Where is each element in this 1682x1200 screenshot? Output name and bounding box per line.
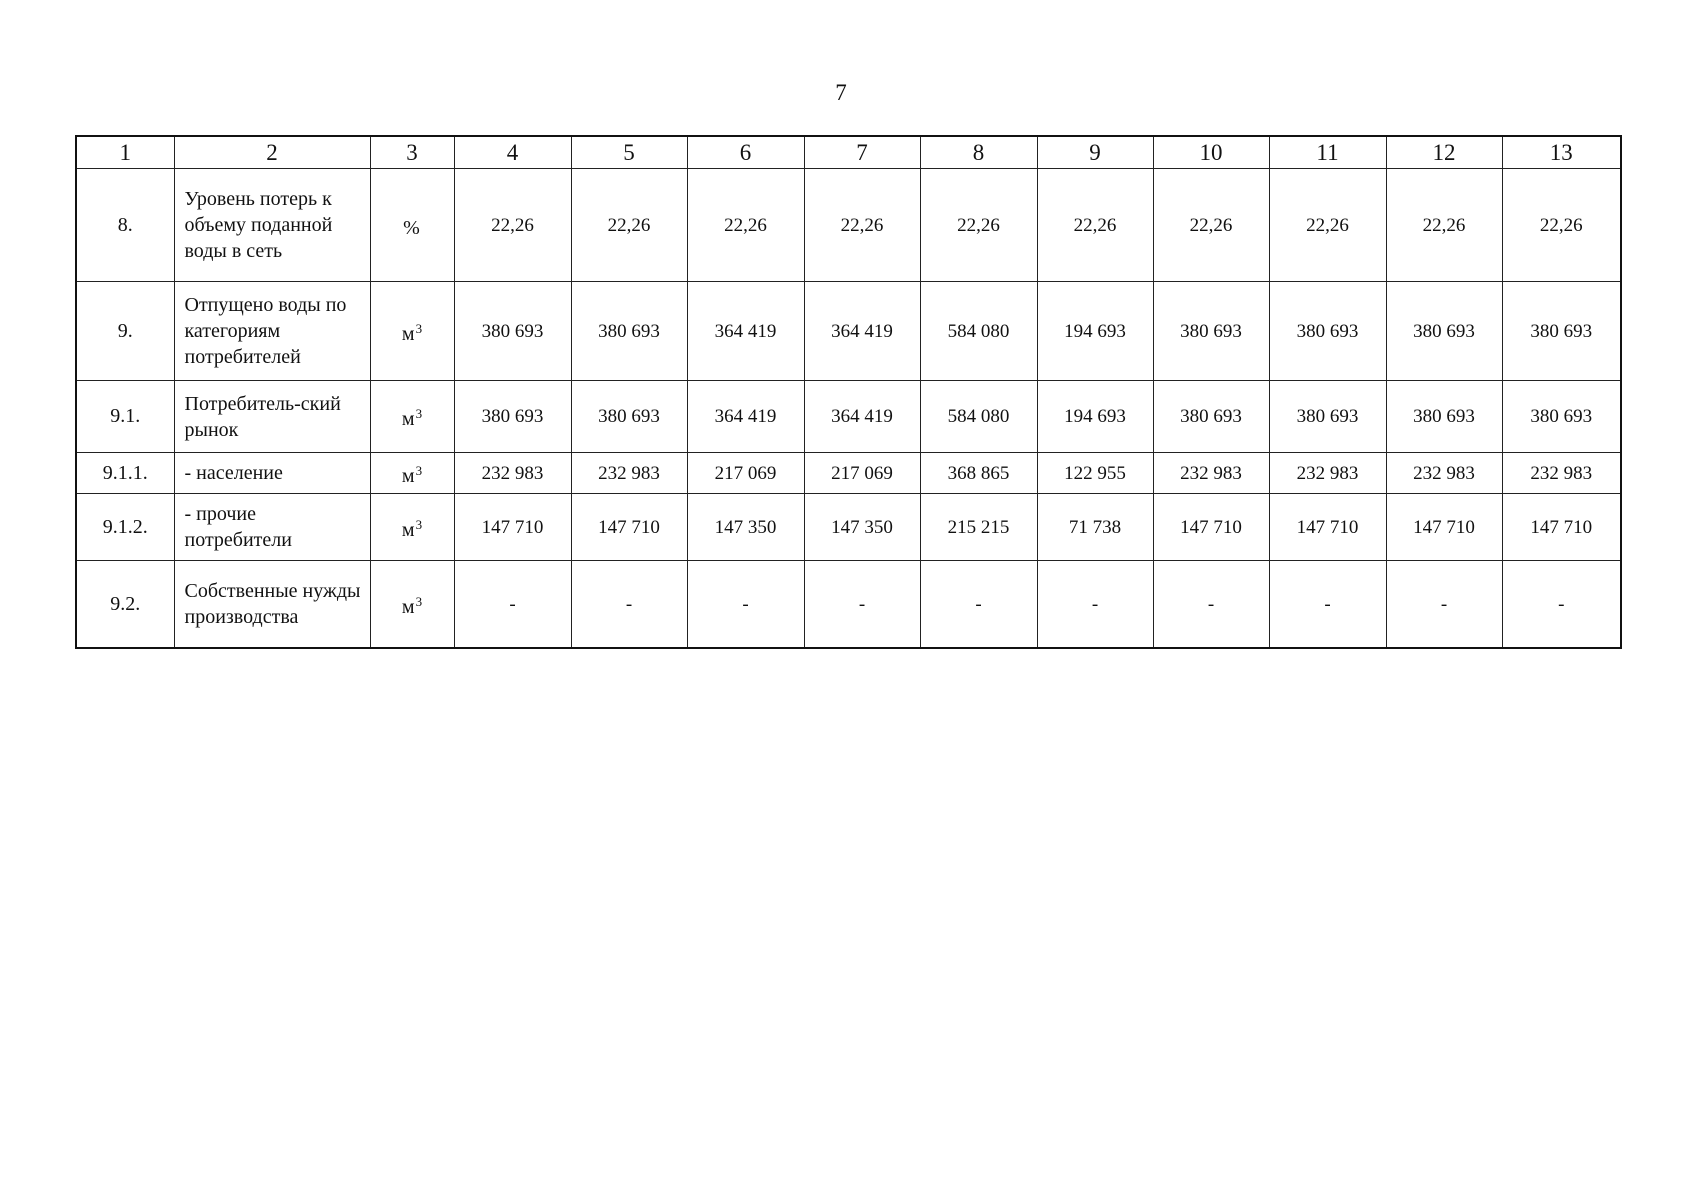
value-cell: 380 693 <box>1386 381 1502 453</box>
row-unit <box>370 561 454 649</box>
header-cell: 8 <box>920 136 1037 169</box>
value-cell: 22,26 <box>1153 169 1269 282</box>
value-cell: - <box>454 561 571 649</box>
unit-superscript: 3 <box>415 406 423 421</box>
header-cell: 10 <box>1153 136 1269 169</box>
row-name: - прочие потребители <box>174 494 370 561</box>
header-cell: 4 <box>454 136 571 169</box>
header-cell: 7 <box>804 136 920 169</box>
value-cell: 217 069 <box>804 453 920 494</box>
value-cell: 22,26 <box>920 169 1037 282</box>
value-cell: 147 710 <box>1153 494 1269 561</box>
row-number: 9.2. <box>76 561 174 649</box>
value-cell: 232 983 <box>571 453 687 494</box>
value-cell: 380 693 <box>1153 282 1269 381</box>
header-cell: 13 <box>1502 136 1621 169</box>
table-row <box>76 381 1621 453</box>
value-cell: 22,26 <box>1269 169 1386 282</box>
value-cell: 147 350 <box>687 494 804 561</box>
value-cell: 217 069 <box>687 453 804 494</box>
unit-text: м <box>401 595 415 618</box>
value-cell: 364 419 <box>687 381 804 453</box>
value-cell: - <box>1037 561 1153 649</box>
value-cell: 22,26 <box>454 169 571 282</box>
table-row <box>76 561 1621 649</box>
value-cell: - <box>687 561 804 649</box>
row-number: 9.1.2. <box>76 494 174 561</box>
value-cell: 364 419 <box>804 282 920 381</box>
value-cell: - <box>804 561 920 649</box>
value-cell: 232 983 <box>1269 453 1386 494</box>
header-cell: 6 <box>687 136 804 169</box>
unit-superscript: 3 <box>415 516 423 532</box>
value-cell: 364 419 <box>687 282 804 381</box>
row-name: Потребитель-ский рынок <box>174 381 370 453</box>
unit-text: м <box>401 464 415 487</box>
value-cell: 147 710 <box>1386 494 1502 561</box>
value-cell: 380 693 <box>454 282 571 381</box>
value-cell: - <box>920 561 1037 649</box>
row-unit <box>370 453 454 494</box>
header-cell: 3 <box>370 136 454 169</box>
header-cell: 12 <box>1386 136 1502 169</box>
value-cell: 147 710 <box>1502 494 1621 561</box>
unit-text: м <box>401 518 415 541</box>
value-cell: 147 710 <box>1269 494 1386 561</box>
value-cell: 380 693 <box>1153 381 1269 453</box>
value-cell: 232 983 <box>1153 453 1269 494</box>
row-name: Отпущено воды по категориям потребителей <box>174 282 370 381</box>
value-cell: 122 955 <box>1037 453 1153 494</box>
value-cell: 22,26 <box>1502 169 1621 282</box>
header-cell: 5 <box>571 136 687 169</box>
value-cell: 380 693 <box>1269 282 1386 381</box>
header-cell: 9 <box>1037 136 1153 169</box>
header-cell: 2 <box>174 136 370 169</box>
value-cell: 22,26 <box>804 169 920 282</box>
row-number: 9. <box>76 282 174 381</box>
row-name: Уровень потерь к объему поданной воды в сеть <box>174 169 370 282</box>
value-cell: 22,26 <box>1037 169 1153 282</box>
value-cell: 147 710 <box>454 494 571 561</box>
value-cell: 194 693 <box>1037 282 1153 381</box>
value-cell: - <box>1502 561 1621 649</box>
header-cell: 1 <box>76 136 174 169</box>
table-row <box>76 494 1621 561</box>
value-cell: 380 693 <box>571 381 687 453</box>
unit-superscript: 3 <box>415 462 423 478</box>
row-name: - население <box>174 453 370 494</box>
value-cell: 380 693 <box>571 282 687 381</box>
value-cell: 380 693 <box>1502 282 1621 381</box>
unit-text: % <box>403 216 420 239</box>
value-cell: - <box>571 561 687 649</box>
value-cell: 380 693 <box>1269 381 1386 453</box>
row-number: 9.1.1. <box>76 453 174 494</box>
value-cell: 584 080 <box>920 282 1037 381</box>
data-table <box>75 135 1622 649</box>
value-cell: 194 693 <box>1037 381 1153 453</box>
row-number: 8. <box>76 169 174 282</box>
value-cell: 380 693 <box>454 381 571 453</box>
value-cell: 147 350 <box>804 494 920 561</box>
table-row <box>76 453 1621 494</box>
value-cell: 215 215 <box>920 494 1037 561</box>
value-cell: 584 080 <box>920 381 1037 453</box>
row-unit <box>370 169 454 282</box>
unit-text: м <box>401 408 415 430</box>
value-cell: - <box>1153 561 1269 649</box>
value-cell: 368 865 <box>920 453 1037 494</box>
value-cell: 22,26 <box>687 169 804 282</box>
value-cell: 364 419 <box>804 381 920 453</box>
row-unit <box>370 282 454 381</box>
row-name: Собственные нужды производства <box>174 561 370 649</box>
header-row <box>76 136 1621 169</box>
row-number: 9.1. <box>76 381 174 453</box>
page-number: 7 <box>835 80 847 105</box>
value-cell: - <box>1386 561 1502 649</box>
unit-superscript: 3 <box>415 320 423 336</box>
table-row <box>76 169 1621 282</box>
row-unit <box>370 494 454 561</box>
value-cell: 232 983 <box>454 453 571 494</box>
row-unit <box>370 381 454 453</box>
value-cell: 147 710 <box>571 494 687 561</box>
value-cell: 71 738 <box>1037 494 1153 561</box>
value-cell: 22,26 <box>571 169 687 282</box>
value-cell: 380 693 <box>1386 282 1502 381</box>
value-cell: 22,26 <box>1386 169 1502 282</box>
table-row <box>76 282 1621 381</box>
value-cell: 232 983 <box>1502 453 1621 494</box>
header-cell: 11 <box>1269 136 1386 169</box>
unit-text: м <box>401 322 415 345</box>
value-cell: - <box>1269 561 1386 649</box>
unit-superscript: 3 <box>415 593 423 609</box>
data-table-container <box>75 135 1620 649</box>
value-cell: 380 693 <box>1502 381 1621 453</box>
value-cell: 232 983 <box>1386 453 1502 494</box>
